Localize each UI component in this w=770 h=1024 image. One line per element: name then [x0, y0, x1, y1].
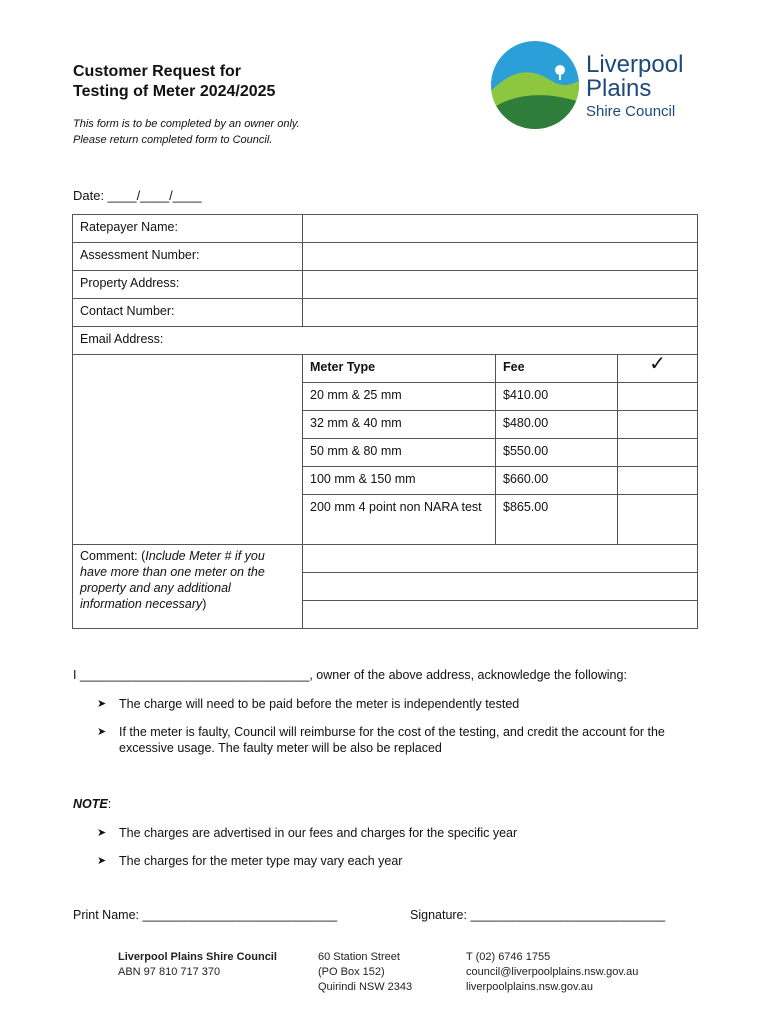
- footer-addr-1: 60 Station Street: [318, 951, 400, 963]
- meter-check-box[interactable]: [618, 383, 698, 411]
- footer-web[interactable]: liverpoolplains.nsw.gov.au: [466, 981, 593, 993]
- request-form-table: [72, 214, 698, 629]
- meter-fee: $480.00: [496, 411, 618, 439]
- email-row: [73, 327, 698, 355]
- ratepayer-input[interactable]: [303, 215, 698, 243]
- assessment-row: [73, 243, 698, 271]
- list-item: ➤ If the meter is faulty, Council will reimburse for the cost of the testing, and credit the account for the excessive usage. The faulty meter will be also be replaced: [97, 725, 665, 755]
- assessment-input[interactable]: [303, 243, 698, 271]
- meter-type: 20 mm & 25 mm: [303, 383, 496, 411]
- meter-blank-cell: [73, 355, 303, 545]
- comment-row: [73, 545, 698, 573]
- list-item: ➤ The charges for the meter type may vary each year: [97, 854, 403, 868]
- meter-check-box[interactable]: [618, 495, 698, 545]
- footer-address: [318, 950, 412, 995]
- footer-addr-3: Quirindi NSW 2343: [318, 981, 413, 993]
- note-heading: NOTE:: [73, 797, 112, 811]
- footer-email[interactable]: council@liverpoolplains.nsw.gov.au: [466, 966, 639, 978]
- note-list: [73, 825, 517, 881]
- footer-org: [118, 950, 277, 980]
- acknowledgement-text: I _________________________________, owner of the above address, acknowledge the following:: [73, 668, 627, 682]
- meter-header-row: [73, 355, 698, 383]
- meter-type-header: Meter Type: [303, 355, 496, 383]
- meter-fee: $410.00: [496, 383, 618, 411]
- intro-line-2: Please return completed form to Council.: [73, 134, 273, 146]
- list-item: ➤ The charges are advertised in our fees and charges for the specific year: [97, 826, 518, 840]
- comment-line[interactable]: [303, 601, 698, 629]
- comment-label: Comment: (Include Meter # if you have more than one meter on the property and any additional information necessary): [73, 545, 303, 629]
- contact-label: Contact Number:: [73, 299, 303, 327]
- meter-check-box[interactable]: [618, 467, 698, 495]
- footer-org-name: Liverpool Plains Shire Council: [118, 951, 277, 963]
- property-row: [73, 271, 698, 299]
- property-label: Property Address:: [73, 271, 303, 299]
- fee-header: Fee: [496, 355, 618, 383]
- print-name-field[interactable]: Print Name: ____________________________: [73, 908, 338, 922]
- footer-contact: [466, 950, 638, 995]
- ratepayer-label: Ratepayer Name:: [73, 215, 303, 243]
- arrow-bullet-icon: ➤: [97, 698, 107, 710]
- comment-line[interactable]: [303, 573, 698, 601]
- arrow-bullet-icon: ➤: [97, 855, 107, 867]
- arrow-bullet-icon: ➤: [97, 827, 107, 839]
- meter-type: 32 mm & 40 mm: [303, 411, 496, 439]
- footer-abn: ABN 97 810 717 370: [118, 966, 221, 978]
- contact-row: [73, 299, 698, 327]
- contact-input[interactable]: [303, 299, 698, 327]
- meter-fee: $660.00: [496, 467, 618, 495]
- logo-line-2: Plains: [586, 75, 652, 102]
- date-field[interactable]: Date: ____/____/____: [73, 188, 202, 203]
- meter-type: 50 mm & 80 mm: [303, 439, 496, 467]
- meter-type: 100 mm & 150 mm: [303, 467, 496, 495]
- footer-phone: T (02) 6746 1755: [466, 951, 551, 963]
- email-label: Email Address:: [73, 327, 698, 355]
- footer-addr-2: (PO Box 152): [318, 966, 385, 978]
- page-title: [73, 62, 275, 102]
- comment-line[interactable]: [303, 545, 698, 573]
- assessment-label: Assessment Number:: [73, 243, 303, 271]
- intro-text: [73, 116, 300, 148]
- meter-check-box[interactable]: [618, 411, 698, 439]
- logo-line-3: Shire Council: [586, 103, 676, 120]
- intro-line-1: This form is to be completed by an owner only.: [73, 118, 300, 130]
- comment-hint: Include Meter # if you have more than one meter on the property and any additional information necessary: [80, 549, 265, 611]
- meter-fee: $550.00: [496, 439, 618, 467]
- property-input[interactable]: [303, 271, 698, 299]
- signature-field[interactable]: Signature: ____________________________: [410, 908, 666, 922]
- check-icon: ✓: [618, 355, 698, 383]
- ratepayer-row: [73, 215, 698, 243]
- title-line-1: Customer Request for: [73, 63, 242, 80]
- list-item: ➤ The charge will need to be paid before the meter is independently tested: [97, 697, 520, 711]
- logo-line-1: Liverpool: [586, 51, 684, 78]
- council-logo: [490, 40, 710, 130]
- meter-check-box[interactable]: [618, 439, 698, 467]
- acknowledgement-list: [73, 696, 699, 768]
- arrow-bullet-icon: ➤: [97, 726, 107, 738]
- meter-fee: $865.00: [496, 495, 618, 545]
- title-line-2: Testing of Meter 2024/2025: [73, 83, 276, 100]
- meter-type: 200 mm 4 point non NARA test: [303, 495, 496, 545]
